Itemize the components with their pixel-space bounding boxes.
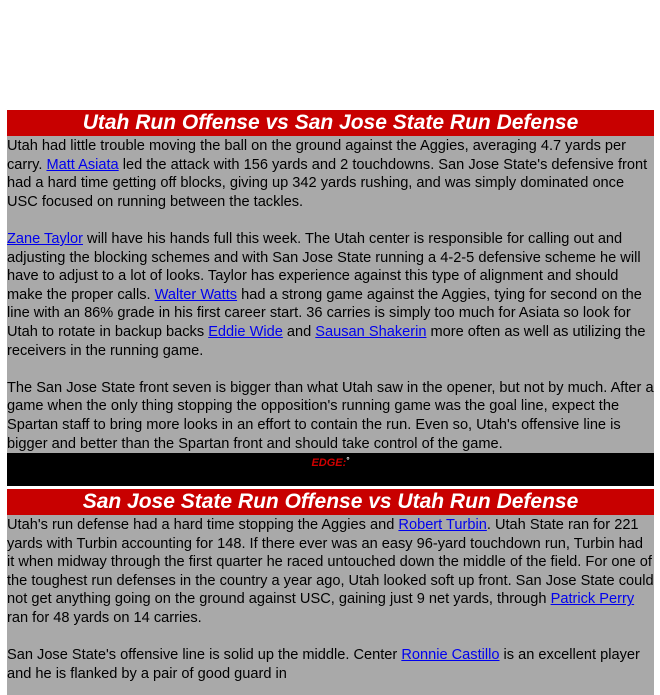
text: . Utah State ran for 221 yards with Turbin accounting for 148. If there ever was an easy 96-yard touchdown run, Turbin had it when midway through the first quarter he raced untouched down the middle of the field. For one of the toughest run defenses in the country a year ago, Utah looked soft up front. San Jose State could not get anything going on the ground against USC, gaining just 9 net yards, through <box>7 517 654 608</box>
text: more often as well as utilizing the receivers in the running game. <box>7 323 646 359</box>
section-body <box>7 136 654 453</box>
text: ran for 48 yards on 14 carries. <box>7 609 202 626</box>
section-title: San Jose State Run Offense vs Utah Run Defense <box>7 489 654 515</box>
section-body <box>7 515 654 695</box>
player-link-walter-watts[interactable]: Walter Watts <box>154 286 238 303</box>
player-link-zane-taylor[interactable]: Zane Taylor <box>7 230 83 247</box>
player-link-patrick-perry[interactable]: Patrick Perry <box>550 591 635 608</box>
text: led the attack with 156 yards and 2 touchdowns. San Jose State's defensive front had a hard time getting off blocks, giving up 342 yards rushing, and was simply dominated once USC focused on running between the tackles. <box>7 156 648 210</box>
player-link-matt-asiata[interactable]: Matt Asiata <box>46 156 119 173</box>
section-utah-run-offense <box>7 110 654 486</box>
edge-bar <box>7 453 654 486</box>
section-sjsu-run-offense <box>7 489 654 695</box>
player-link-sausan-shakerin[interactable]: Sausan Shakerin <box>315 323 427 340</box>
paragraph: The San Jose State front seven is bigger than what Utah saw in the opener, but not by much. After a game when the only thing stopping the opposition's running game was the goal line, expect the Spartan staff to bring more looks in an effort to contain the run. Even so, Utah's offensive line is bigger and better than the Spartan front and should take control of the game. <box>7 379 654 452</box>
paragraph <box>7 516 654 628</box>
edge-label: EDGE: <box>311 457 347 470</box>
text: Utah's run defense had a hard time stopping the Aggies and <box>7 517 399 533</box>
text: and <box>282 323 316 340</box>
edge-mark: ° <box>346 456 350 466</box>
section-title: Utah Run Offense vs San Jose State Run Defense <box>7 110 654 136</box>
text: is an excellent player and he is flanked by a pair of good guard in <box>7 647 640 682</box>
text: Utah had little trouble moving the ball on the ground against the Aggies, averaging 4.7 yards per carry. <box>7 138 627 173</box>
player-link-eddie-wide[interactable]: Eddie Wide <box>208 323 283 340</box>
paragraph <box>7 230 654 360</box>
text: will have his hands full this week. The Utah center is responsible for calling out and adjusting the blocking schemes and with San Jose State running a 4-2-5 defensive scheme he will have to adjust to a lot of looks. Taylor has experience against this type of alignment and should make the proper calls. <box>7 230 641 303</box>
text: had a strong game against the Aggies, tying for second on the line with an 86% grade in his first career start. 36 carries is simply too much for Asiata so look for Utah to rotate in backup backs <box>7 286 642 340</box>
text: San Jose State's offensive line is solid up the middle. Center <box>7 647 402 664</box>
player-link-ronnie-castillo[interactable]: Ronnie Castillo <box>401 647 500 664</box>
player-link-robert-turbin[interactable]: Robert Turbin <box>398 517 487 533</box>
paragraph <box>7 137 654 211</box>
paragraph <box>7 646 654 683</box>
